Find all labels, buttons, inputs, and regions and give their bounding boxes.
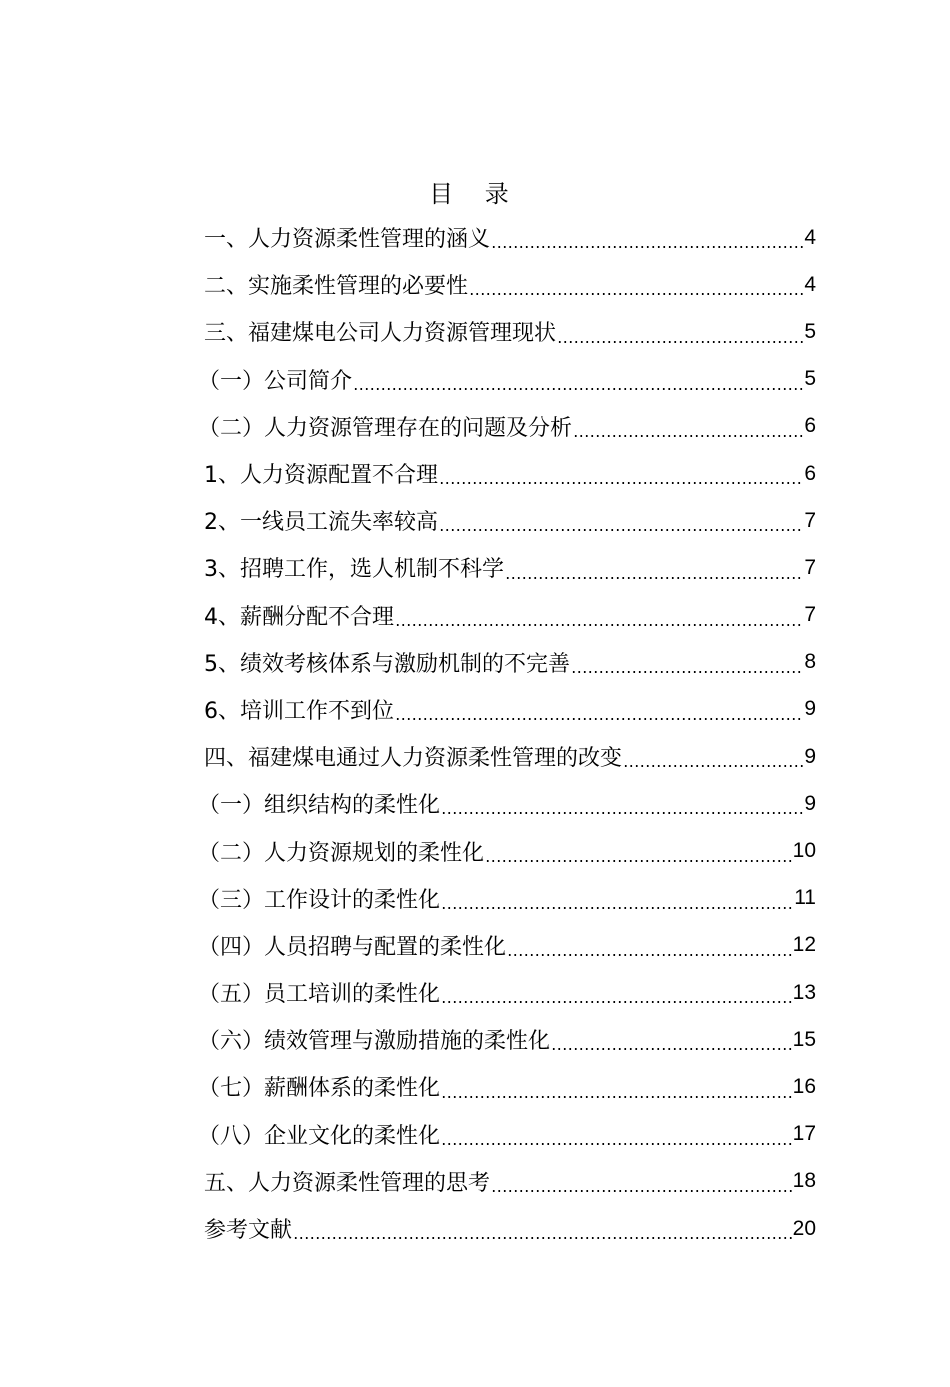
toc-entry-label: （一）组织结构的柔性化	[198, 793, 441, 819]
toc-dot-leader	[441, 1143, 792, 1145]
toc-entry-label: 五、人力资源柔性管理的思考	[204, 1170, 491, 1196]
toc-entry[interactable]	[204, 261, 816, 308]
toc-entry[interactable]	[198, 356, 816, 403]
table-of-contents	[198, 214, 816, 1252]
toc-dot-leader	[505, 577, 803, 579]
toc-entry[interactable]	[204, 1158, 816, 1205]
toc-entry-page: 7	[804, 555, 816, 579]
toc-entry-page: 11	[794, 886, 816, 910]
toc-entry-page: 8	[804, 650, 816, 674]
toc-entry[interactable]	[204, 497, 816, 544]
toc-dot-leader	[439, 482, 803, 484]
toc-entry-page: 9	[804, 791, 816, 815]
toc-dot-leader	[557, 341, 803, 343]
toc-entry[interactable]	[204, 733, 816, 780]
toc-dot-leader	[293, 1237, 792, 1239]
toc-entry[interactable]	[198, 1111, 816, 1158]
toc-entry-page: 12	[792, 933, 816, 957]
toc-entry[interactable]	[198, 403, 816, 450]
toc-dot-leader	[395, 624, 803, 626]
toc-dot-leader	[571, 671, 803, 673]
toc-dot-leader	[491, 246, 803, 248]
toc-entry-label: 3、招聘工作，选人机制不科学	[204, 557, 504, 583]
toc-entry-label: 一、人力资源柔性管理的涵义	[204, 227, 491, 253]
toc-dot-leader	[507, 954, 792, 956]
toc-entry-page: 4	[804, 225, 816, 249]
toc-dot-leader	[395, 718, 803, 720]
toc-dot-leader	[441, 907, 793, 909]
toc-entry[interactable]	[198, 1016, 816, 1063]
toc-entry-label: 三、福建煤电公司人力资源管理现状	[204, 321, 557, 347]
toc-title: 目 录	[429, 180, 521, 208]
toc-entry-page: 7	[804, 508, 816, 532]
toc-entry-page: 4	[804, 272, 816, 296]
toc-entry[interactable]	[198, 922, 816, 969]
toc-entry-page: 5	[804, 319, 816, 343]
toc-entry-label: （二）人力资源管理存在的问题及分析	[198, 415, 573, 441]
toc-entry[interactable]	[204, 639, 816, 686]
toc-entry[interactable]	[204, 1205, 816, 1252]
toc-entry-page: 17	[792, 1122, 816, 1146]
toc-entry[interactable]	[204, 544, 816, 591]
toc-entry[interactable]	[204, 214, 816, 261]
toc-entry-page: 16	[792, 1074, 816, 1098]
toc-entry-page: 18	[792, 1169, 816, 1193]
toc-entry-label: （七）薪酬体系的柔性化	[198, 1076, 441, 1102]
toc-entry-page: 15	[792, 1027, 816, 1051]
toc-entry-page: 20	[792, 1216, 816, 1240]
toc-entry-label: 1、人力资源配置不合理	[204, 463, 438, 489]
toc-dot-leader	[439, 529, 803, 531]
toc-dot-leader	[551, 1048, 792, 1050]
toc-entry[interactable]	[198, 780, 816, 827]
toc-entry[interactable]	[198, 875, 816, 922]
toc-entry-page: 10	[792, 839, 816, 863]
toc-entry-label: （三）工作设计的柔性化	[198, 887, 441, 913]
toc-dot-leader	[441, 1001, 792, 1003]
toc-entry-page: 9	[804, 744, 816, 768]
toc-dot-leader	[485, 860, 792, 862]
toc-dot-leader	[441, 812, 803, 814]
toc-entry-label: （五）员工培训的柔性化	[198, 982, 441, 1008]
toc-dot-leader	[623, 765, 803, 767]
toc-entry[interactable]	[204, 592, 816, 639]
toc-dot-leader	[353, 388, 803, 390]
toc-entry-label: （四）人员招聘与配置的柔性化	[198, 934, 507, 960]
toc-entry-label: 6、培训工作不到位	[204, 698, 394, 724]
toc-entry-label: （二）人力资源规划的柔性化	[198, 840, 485, 866]
toc-entry[interactable]	[204, 686, 816, 733]
toc-entry-label: 二、实施柔性管理的必要性	[204, 274, 469, 300]
toc-entry-page: 7	[804, 603, 816, 627]
toc-entry-page: 6	[804, 414, 816, 438]
toc-dot-leader	[573, 435, 803, 437]
toc-entry[interactable]	[198, 827, 816, 874]
toc-entry-label: 2、一线员工流失率较高	[204, 510, 438, 536]
toc-entry[interactable]	[198, 1063, 816, 1110]
toc-entry-label: 5、绩效考核体系与激励机制的不完善	[204, 651, 570, 677]
toc-entry-label: （一）公司简介	[198, 368, 353, 394]
toc-entry-label: 4、薪酬分配不合理	[204, 604, 394, 630]
toc-entry-page: 6	[804, 461, 816, 485]
toc-entry-label: 四、福建煤电通过人力资源柔性管理的改变	[204, 746, 623, 772]
toc-dot-leader	[469, 293, 803, 295]
toc-entry-page: 9	[804, 697, 816, 721]
toc-entry-page: 13	[792, 980, 816, 1004]
toc-entry-label: 参考文献	[204, 1218, 293, 1244]
toc-dot-leader	[441, 1096, 792, 1098]
toc-dot-leader	[491, 1190, 792, 1192]
toc-entry[interactable]	[198, 969, 816, 1016]
toc-entry-label: （八）企业文化的柔性化	[198, 1123, 441, 1149]
toc-entry[interactable]	[204, 450, 816, 497]
toc-entry-label: （六）绩效管理与激励措施的柔性化	[198, 1029, 551, 1055]
toc-entry[interactable]	[204, 308, 816, 355]
toc-entry-page: 5	[804, 367, 816, 391]
